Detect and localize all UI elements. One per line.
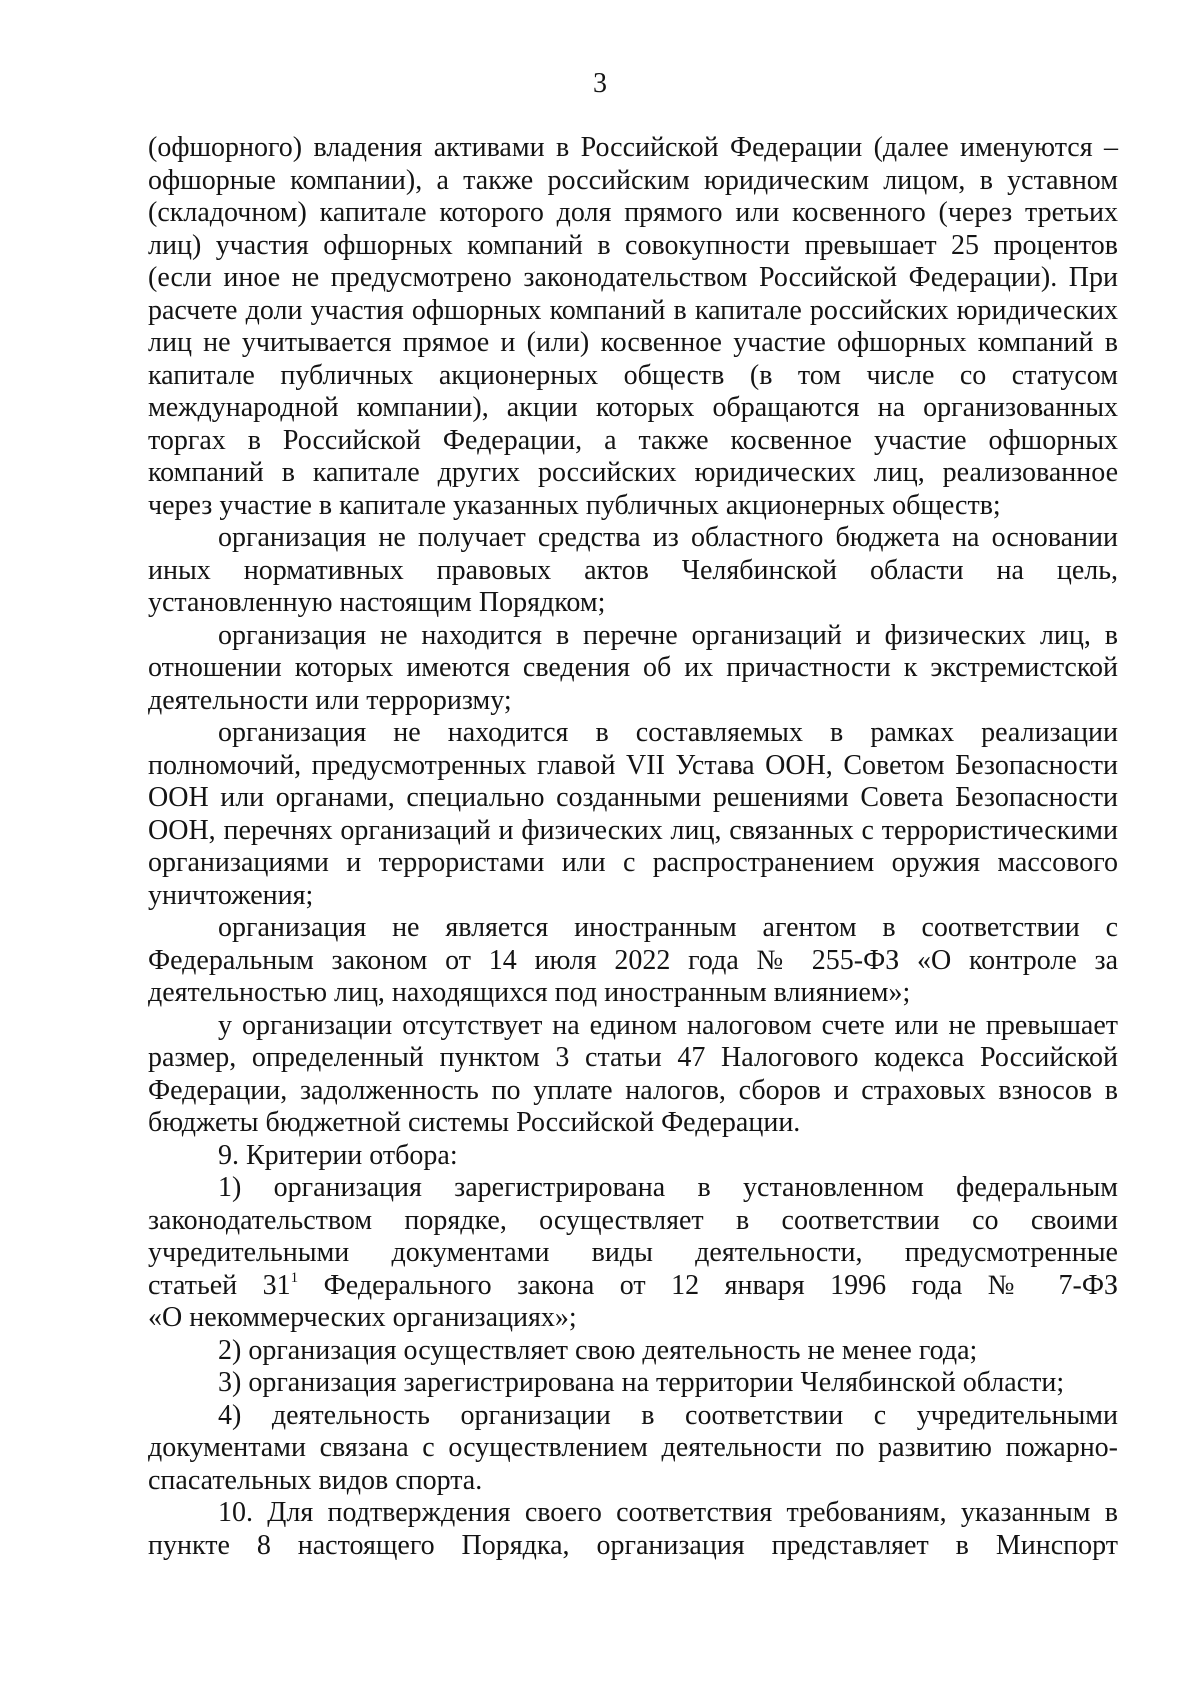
section-10 xyxy=(148,1497,1118,1562)
paragraph-foreign-agent xyxy=(148,912,1118,1010)
paragraph-tax-debt xyxy=(148,1010,1118,1140)
page-number: 3 xyxy=(593,68,607,99)
text-line: учредительными документами виды деятельности, предусмотренные xyxy=(148,1237,1118,1268)
text-line: (если иное не предусмотрено законодательством Российской Федерации). При xyxy=(148,262,1118,293)
text-line: бюджеты бюджетной системы Российской Федерации. xyxy=(148,1107,801,1138)
text-line: 4) деятельность организации в соответствии с учредительными xyxy=(218,1399,1118,1431)
text-line: отношении которых имеются сведения об их причастности к экстремистской xyxy=(148,652,1118,683)
text-line: расчете доли участия офшорных компаний в капитале российских юридических xyxy=(148,294,1118,326)
text-line: 1) организация зарегистрирована в установленном федеральным xyxy=(218,1172,1118,1203)
text-line: ООН или органами, специально созданными решениями Совета Безопасности xyxy=(148,782,1118,813)
text-line: 2) организация осуществляет свою деятельность не менее года; xyxy=(218,1334,978,1366)
text-line: организация не является иностранным агентом в соответствии с xyxy=(218,912,1118,943)
text-line: лиц) участия офшорных компаний в совокупности превышает 25 процентов xyxy=(148,229,1118,261)
text-line: через участие в капитале указанных публичных акционерных обществ; xyxy=(148,489,1001,521)
text-line: установленную настоящим Порядком; xyxy=(148,587,606,618)
text-line: лиц не учитывается прямое и (или) косвенное участие офшорных компаний в xyxy=(148,327,1118,358)
paragraph-extremism-list xyxy=(148,620,1118,718)
text-line xyxy=(148,1270,1118,1303)
text-line: капитале публичных акционерных обществ (в том числе со статусом xyxy=(148,359,1118,391)
text-line: пункте 8 настоящего Порядка, организация представляет в Минспорт xyxy=(148,1529,1118,1561)
paragraph-un-lists xyxy=(148,717,1118,912)
text-line: (складочном) капитале которого доля прямого или косвенного (через третьих xyxy=(148,197,1118,228)
text-line: деятельностью лиц, находящихся под иностранным влиянием»; xyxy=(148,977,911,1008)
article-superscript: 1 xyxy=(290,1269,299,1286)
section-9-heading xyxy=(148,1140,1118,1173)
text-line: у организации отсутствует на едином налоговом счете или не превышает xyxy=(218,1009,1118,1041)
text-line: организация не находится в составляемых в рамках реализации xyxy=(218,717,1118,748)
paragraph-no-budget-funds xyxy=(148,522,1118,620)
document-body xyxy=(148,132,1118,1562)
text-line: 9. Критерии отбора: xyxy=(218,1139,458,1171)
article-ref: статьей 31 xyxy=(148,1269,291,1301)
text-line: размер, определенный пунктом 3 статьи 47 Налогового кодекса Российской xyxy=(148,1042,1118,1073)
text-line: международной компании), акции которых обращаются на организованных xyxy=(148,392,1118,423)
text-line: Федеральным законом от 14 июля 2022 года № 255-ФЗ «О контроле за xyxy=(148,944,1118,976)
text-line: офшорные компании), а также российским юридическим лицом, в уставном xyxy=(148,164,1118,196)
text-line: торгах в Российской Федерации, а также косвенное участие офшорных xyxy=(148,424,1118,456)
law-ref: Федерального закона от 12 января 1996 года № 7-ФЗ xyxy=(298,1269,1118,1301)
text-line: уничтожения; xyxy=(148,879,314,911)
paragraph-offshore-continuation xyxy=(148,132,1118,522)
text-line: деятельности или терроризму; xyxy=(148,684,512,716)
criterion-4 xyxy=(148,1400,1118,1498)
text-line: 10. Для подтверждения своего соответствия требованиям, указанным в xyxy=(218,1497,1118,1528)
text-line: Федерации, задолженность по уплате налогов, сборов и страховых взносов в xyxy=(148,1074,1118,1106)
text-line: спасательных видов спорта. xyxy=(148,1464,483,1496)
criterion-2 xyxy=(148,1335,1118,1368)
text-line: законодательством порядке, осуществляет в соответствии со своими xyxy=(148,1204,1118,1236)
text-line: ООН, перечнях организаций и физических лиц, связанных с террористическими xyxy=(148,814,1118,846)
text-line: иных нормативных правовых актов Челябинской области на цель, xyxy=(148,554,1118,586)
text-line: (офшорного) владения активами в Российской Федерации (далее именуются – xyxy=(148,132,1118,163)
text-line: организациями и террористами или с распространением оружия массового xyxy=(148,847,1118,878)
text-line: документами связана с осуществлением деятельности по развитию пожарно- xyxy=(148,1432,1118,1463)
text-line: организация не находится в перечне организаций и физических лиц, в xyxy=(218,619,1118,651)
criterion-3 xyxy=(148,1367,1118,1400)
text-line: полномочий, предусмотренных главой VII Устава ООН, Советом Безопасности xyxy=(148,749,1118,781)
text-line: «О некоммерческих организациях»; xyxy=(148,1302,577,1333)
text-line: компаний в капитале других российских юридических лиц, реализованное xyxy=(148,457,1118,488)
text-line: организация не получает средства из областного бюджета на основании xyxy=(218,522,1118,553)
criterion-1 xyxy=(148,1172,1118,1335)
text-line: 3) организация зарегистрирована на территории Челябинской области; xyxy=(218,1367,1065,1398)
